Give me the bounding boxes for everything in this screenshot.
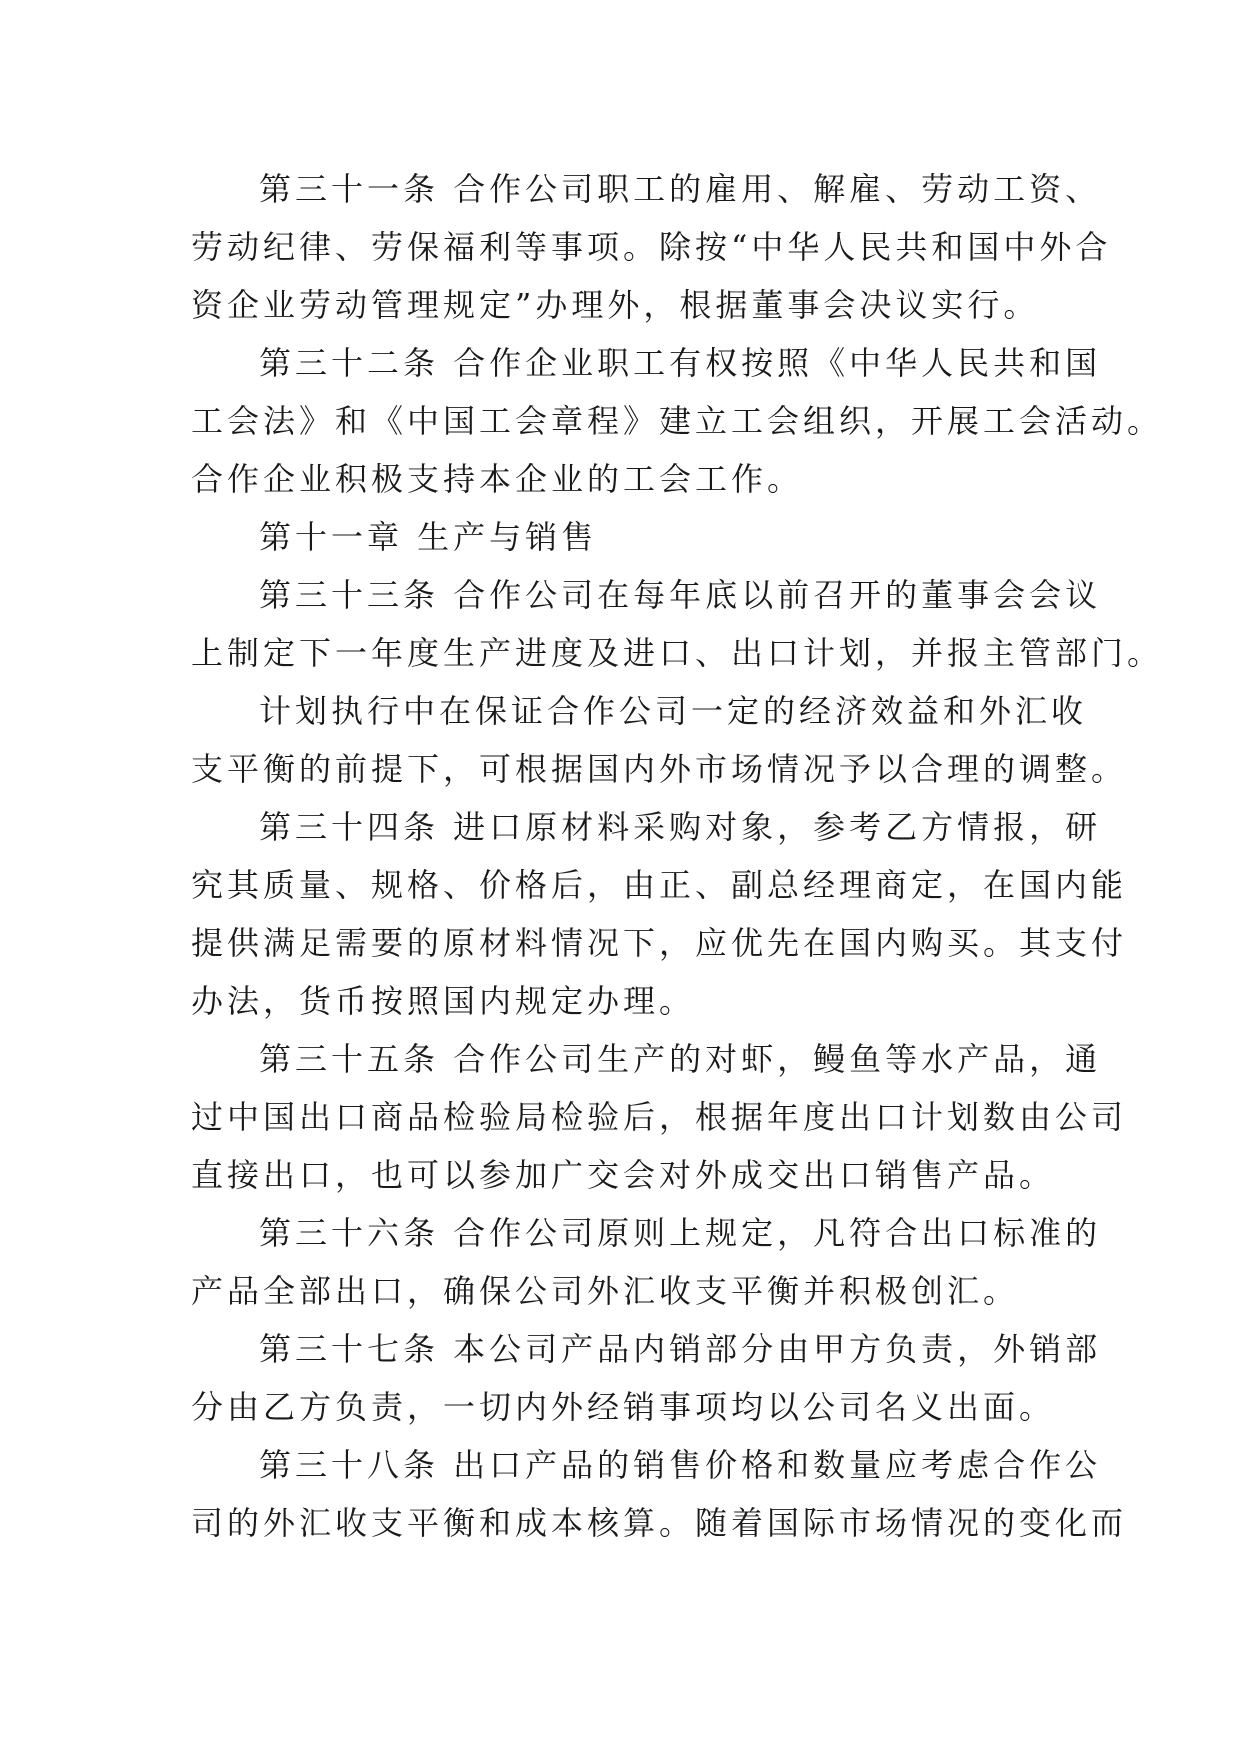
article-37-line-1: 第三十七条 本公司产品内销部分由甲方负责，外销部	[259, 1330, 1102, 1368]
article-34-line-2: 究其质量、规格、价格后，由正、副总经理商定，在国内能	[191, 866, 1128, 904]
article-35-line-3: 直接出口，也可以参加广交会对外成交出口销售产品。	[191, 1156, 1056, 1194]
article-34-line-4: 办法，货币按照国内规定办理。	[191, 982, 696, 1020]
article-38-line-2: 司的外汇收支平衡和成本核算。随着国际市场情况的变化而	[191, 1504, 1128, 1542]
article-31-line-1: 第三十一条 合作公司职工的雇用、解雇、劳动工资、	[259, 170, 1102, 208]
article-33-para2-line-2: 支平衡的前提下，可根据国内外市场情况予以合理的调整。	[191, 750, 1128, 788]
article-32-line-3: 合作企业积极支持本企业的工会工作。	[191, 460, 804, 498]
article-33-line-1: 第三十三条 合作公司在每年底以前召开的董事会会议	[259, 576, 1102, 614]
article-35-line-2: 过中国出口商品检验局检验后，根据年度出口计划数由公司	[191, 1098, 1128, 1136]
article-31-line-2: 劳动纪律、劳保福利等事项。除按“中华人民共和国中外合	[191, 228, 1112, 266]
article-36-line-1: 第三十六条 合作公司原则上规定，凡符合出口标准的	[259, 1214, 1102, 1252]
article-34-line-3: 提供满足需要的原材料情况下，应优先在国内购买。其支付	[191, 924, 1128, 962]
chapter-11-heading: 第十一章 生产与销售	[259, 518, 598, 556]
article-32-line-2: 工会法》和《中国工会章程》建立工会组织，开展工会活动。	[191, 402, 1164, 440]
article-37-line-2: 分由乙方负责，一切内外经销事项均以公司名义出面。	[191, 1388, 1056, 1426]
article-32-line-1: 第三十二条 合作企业职工有权按照《中华人民共和国	[259, 344, 1102, 382]
article-38-line-1: 第三十八条 出口产品的销售价格和数量应考虑合作公	[259, 1446, 1102, 1484]
document-body	[191, 160, 1164, 1552]
article-34-line-1: 第三十四条 进口原材料采购对象，参考乙方情报，研	[259, 808, 1102, 846]
article-33-line-2: 上制定下一年度生产进度及进口、出口计划，并报主管部门。	[191, 634, 1164, 672]
article-35-line-1: 第三十五条 合作公司生产的对虾，鳗鱼等水产品，通	[259, 1040, 1102, 1078]
article-33-para2-line-1: 计划执行中在保证合作公司一定的经济效益和外汇收	[259, 692, 1088, 730]
article-31-line-3: 资企业劳动管理规定”办理外，根据董事会决议实行。	[191, 286, 1040, 324]
article-36-line-2: 产品全部出口，确保公司外汇收支平衡并积极创汇。	[191, 1272, 1020, 1310]
